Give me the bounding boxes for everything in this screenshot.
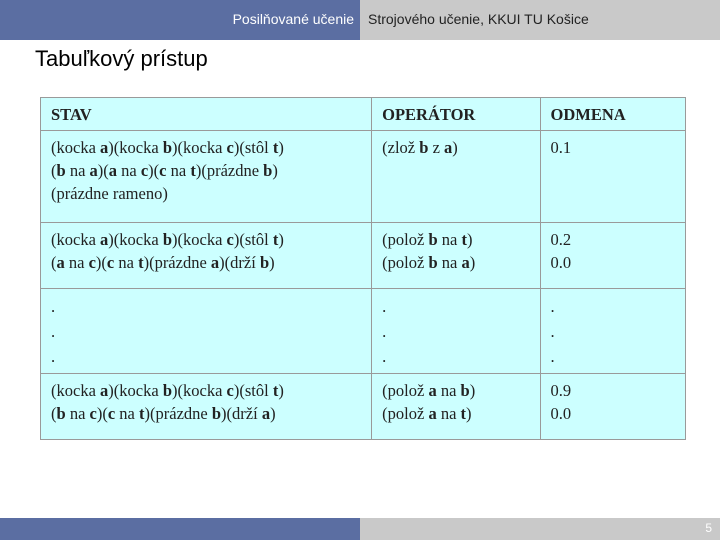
table-row bbox=[41, 131, 686, 223]
footer-left-band bbox=[0, 518, 360, 540]
ellipsis-dot: . bbox=[382, 347, 387, 366]
table-row-ellipsis bbox=[41, 289, 686, 374]
header-left-band bbox=[0, 0, 360, 40]
reward-value: 0.0 bbox=[550, 404, 572, 423]
reward-value: 0.9 bbox=[550, 381, 572, 400]
table-header-row bbox=[41, 98, 686, 131]
ellipsis-dot: . bbox=[382, 322, 387, 341]
ellipsis-dot: . bbox=[51, 347, 56, 366]
q-table bbox=[40, 97, 686, 440]
operator-cell bbox=[372, 131, 540, 223]
ellipsis-dot: . bbox=[550, 347, 555, 366]
column-header-state: STAV bbox=[41, 98, 372, 131]
ellipsis-dot: . bbox=[382, 297, 387, 316]
column-header-reward: ODMENA bbox=[540, 98, 685, 131]
state-line: (b na c)(c na t)(prázdne b)(drží a) bbox=[51, 404, 276, 423]
reward-value: 0.0 bbox=[550, 253, 572, 272]
ellipsis-dot: . bbox=[550, 297, 555, 316]
reward-value: 0.2 bbox=[550, 230, 572, 249]
header-subject-title: Strojového učenie, KKUI TU Košice bbox=[368, 11, 589, 27]
header-right-band bbox=[360, 0, 720, 40]
ellipsis-dot: . bbox=[51, 322, 56, 341]
operator-line: (zlož b z a) bbox=[382, 138, 458, 157]
table-row bbox=[41, 374, 686, 440]
state-line: (kocka a)(kocka b)(kocka c)(stôl t) bbox=[51, 138, 284, 157]
reward-cell bbox=[540, 374, 685, 440]
ellipsis-dot: . bbox=[550, 322, 555, 341]
footer-right-band bbox=[360, 518, 720, 540]
reward-value: 0.1 bbox=[550, 138, 572, 157]
ellipsis-dot: . bbox=[51, 297, 56, 316]
operator-cell bbox=[372, 374, 540, 440]
reward-cell bbox=[540, 223, 685, 289]
state-line: (prázdne rameno) bbox=[51, 184, 168, 203]
state-line: (b na a)(a na c)(c na t)(prázdne b) bbox=[51, 161, 278, 180]
state-cell bbox=[41, 223, 372, 289]
header-course-title: Posilňované učenie bbox=[232, 11, 354, 27]
operator-line: (polož b na t) bbox=[382, 230, 473, 249]
reward-cell bbox=[540, 131, 685, 223]
operator-line: (polož a na b) bbox=[382, 381, 476, 400]
state-line: (kocka a)(kocka b)(kocka c)(stôl t) bbox=[51, 230, 284, 249]
operator-line: (polož a na t) bbox=[382, 404, 472, 423]
state-line: (a na c)(c na t)(prázdne a)(drží b) bbox=[51, 253, 275, 272]
operator-line: (polož b na a) bbox=[382, 253, 476, 272]
page-title: Tabuľkový prístup bbox=[35, 46, 208, 71]
state-cell bbox=[41, 131, 372, 223]
state-cell bbox=[41, 374, 372, 440]
state-line: (kocka a)(kocka b)(kocka c)(stôl t) bbox=[51, 381, 284, 400]
operator-cell bbox=[372, 289, 540, 374]
table-row bbox=[41, 223, 686, 289]
state-cell bbox=[41, 289, 372, 374]
column-header-operator: OPERÁTOR bbox=[372, 98, 540, 131]
reward-cell bbox=[540, 289, 685, 374]
operator-cell bbox=[372, 223, 540, 289]
page-number: 5 bbox=[705, 521, 712, 535]
